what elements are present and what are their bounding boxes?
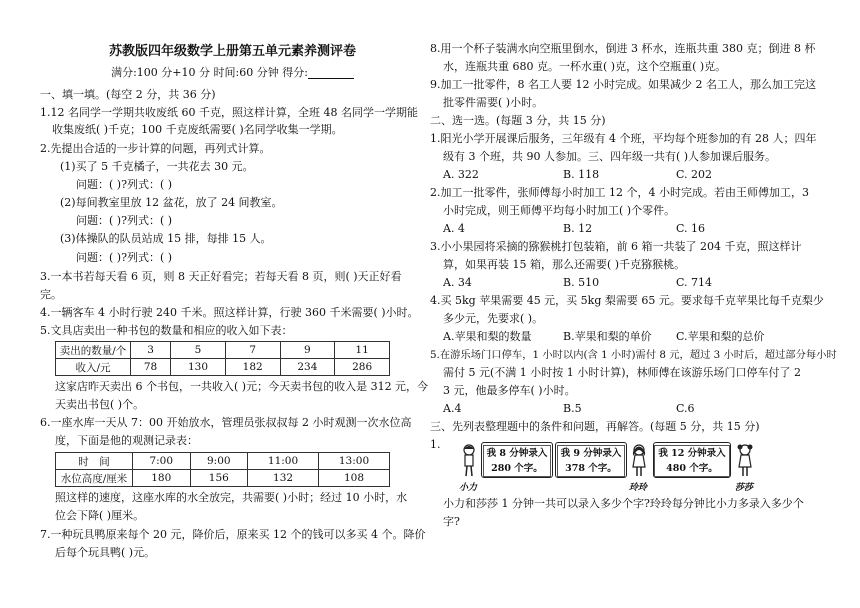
section-3-heading: 三、先列表整理题中的条件和问题，再解答。(每题 5 分，共 15 分) xyxy=(430,420,760,433)
c2-option-b[interactable]: B. 12 xyxy=(563,222,593,235)
table-cell: 5 xyxy=(171,342,226,359)
q6-line4: 位会下降( )厘米。 xyxy=(55,509,145,522)
kid-name-shasha: 莎莎 xyxy=(735,483,754,493)
bubble-line: 我 8 分钟录入 xyxy=(486,448,548,459)
bubble-line: 480 个字。 xyxy=(666,463,718,474)
table-cell: 收入/元 xyxy=(56,359,131,376)
speech-bubble-xiaoli xyxy=(481,442,553,478)
table-cell: 130 xyxy=(171,359,226,376)
q2-2-answer: 问题：( )?列式：( ) xyxy=(76,214,173,227)
c5-line3: 3 元，他最多停车( )小时。 xyxy=(443,384,576,397)
section-1-heading: 一、填一填。(每空 2 分，共 36 分) xyxy=(40,88,216,101)
table-cell: 卖出的数量/个 xyxy=(56,342,131,359)
c4-line1: 4.买 5kg 苹果需要 45 元，买 5kg 梨需要 65 元。要求每千克苹果比每千克梨少 xyxy=(430,294,824,307)
q2-1-answer: 问题：( )?列式：( ) xyxy=(76,178,173,191)
boy-xiaoli-icon xyxy=(461,444,477,478)
typing-illustration xyxy=(455,442,785,492)
table-cell: 9 xyxy=(280,342,335,359)
table-row xyxy=(56,342,390,359)
q6-line3: 照这样的速度，这座水库的水全放完，共需要( )小时；经过 10 小时，水 xyxy=(55,491,408,504)
speech-bubble-lingling xyxy=(555,442,627,478)
bubble-text xyxy=(557,445,626,477)
c1-line1: 1.阳光小学开展课后服务，三年级有 4 个班，平均每个班参加的有 28 人；四年 xyxy=(430,132,817,145)
c4-option-a[interactable]: A.苹果和梨的数量 xyxy=(443,330,532,343)
c4-option-c[interactable]: C.苹果和梨的总价 xyxy=(676,330,765,343)
table-cell: 180 xyxy=(133,470,191,487)
c2-line1: 2.加工一批零件，张师傅每小时加工 12 个，4 小时完成。若由王师傅加工，3 xyxy=(430,186,809,199)
speech-bubble-shasha xyxy=(653,442,731,478)
bubble-text xyxy=(654,445,729,477)
bubble-line: 我 9 分钟录入 xyxy=(560,448,622,459)
q6-table xyxy=(55,452,390,487)
table-cell: 3 xyxy=(131,342,171,359)
q2-1: (1)买了 5 千克橘子，一共花去 30 元。 xyxy=(60,160,254,173)
section-2-heading: 二、选一选。(每题 3 分，共 15 分) xyxy=(430,114,606,127)
q2-3: (3)体操队的队员站成 15 排，每排 15 人。 xyxy=(60,232,272,245)
q6-line2: 度，下面是他的观测记录表： xyxy=(55,434,198,447)
c5-line1: 5.在游乐场门口停车，1 小时以内(含 1 小时)需付 8 元，超过 3 小时后，超过部分每小时 xyxy=(430,349,837,361)
q9-line2: 批零件需要( )小时。 xyxy=(443,96,544,109)
table-cell: 11 xyxy=(335,342,390,359)
c5-option-c[interactable]: C.6 xyxy=(676,402,695,415)
table-cell: 182 xyxy=(225,359,280,376)
c1-line2: 级有 3 个班，共 90 人参加。三、四年级一共有( )人参加课后服务。 xyxy=(443,150,777,163)
q5-line2: 天卖出书包( )个。 xyxy=(55,398,145,411)
girl-lingling-icon xyxy=(631,444,647,478)
table-cell: 时 间 xyxy=(56,453,133,470)
c2-option-a[interactable]: A. 4 xyxy=(443,222,465,235)
q9-line1: 9.加工一批零件，8 名工人要 12 小时完成。如果减少 2 名工人，那么加工完这 xyxy=(430,78,816,91)
q6-line1: 6.一座水库一天从 7：00 开始放水，管理员张叔叔每 2 小时观测一次水位高 xyxy=(40,416,412,429)
q4: 4.一辆客车 4 小时行驶 240 千米。照这样计算，行驶 360 千米需要( )小时。 xyxy=(40,306,419,319)
kid-name-xiaoli: 小力 xyxy=(459,483,478,493)
q1-line1: 1.12 名同学一学期共收废纸 60 千克，照这样计算，全班 48 名同学一学期能 xyxy=(40,106,418,119)
c1-option-b[interactable]: B. 118 xyxy=(563,168,600,181)
girl-shasha-icon xyxy=(737,444,753,478)
table-cell: 286 xyxy=(335,359,390,376)
c5-option-a[interactable]: A.4 xyxy=(443,402,462,415)
q1-line2: 收集废纸( )千克；100 千克废纸需要( )名同学收集一学期。 xyxy=(52,123,343,136)
q3-line1: 3.一本书若每天看 6 页，则 8 天正好看完；若每天看 8 页，则( )天正好看 xyxy=(40,270,402,283)
table-cell: 11:00 xyxy=(248,453,319,470)
c1-option-c[interactable]: C. 202 xyxy=(676,168,713,181)
table-row xyxy=(56,359,390,376)
table-cell: 水位高度/厘米 xyxy=(56,470,133,487)
c4-option-b[interactable]: B.苹果和梨的单价 xyxy=(563,330,652,343)
q2-3-answer: 问题：( )?列式：( ) xyxy=(76,251,173,264)
table-cell: 78 xyxy=(131,359,171,376)
c3-option-b[interactable]: B. 510 xyxy=(563,276,600,289)
kid-name-lingling: 玲玲 xyxy=(629,483,648,493)
page-title: 苏教版四年级数学上册第五单元素养测评卷 xyxy=(108,44,356,59)
q2-stem: 2.先提出合适的一步计算的问题，再列式计算。 xyxy=(40,142,271,155)
bubble-line: 280 个字。 xyxy=(491,463,543,474)
p1-question-line1: 小力和莎莎 1 分钟一共可以录入多少个字?玲玲每分钟比小力多录入多少个 xyxy=(443,497,804,510)
table-cell: 13:00 xyxy=(319,453,390,470)
c5-option-b[interactable]: B.5 xyxy=(563,402,582,415)
c3-line1: 3.小小果园将采摘的猕猴桃打包装箱，前 6 箱一共装了 204 千克，照这样计 xyxy=(430,240,802,253)
bubble-line: 378 个字。 xyxy=(565,463,617,474)
c1-option-a[interactable]: A. 322 xyxy=(443,168,479,181)
q5-stem: 5.文具店卖出一种书包的数量和相应的收入如下表： xyxy=(40,324,293,337)
table-cell: 234 xyxy=(280,359,335,376)
c2-line2: 小时完成，则王师傅平均每小时加工( )个零件。 xyxy=(443,204,676,217)
q8-line2: 水，连瓶共重 680 克。一杯水重( )克，这个空瓶重( )克。 xyxy=(443,60,727,73)
c3-option-a[interactable]: A. 34 xyxy=(443,276,472,289)
c3-option-c[interactable]: C. 714 xyxy=(676,276,713,289)
table-row xyxy=(56,453,390,470)
table-cell: 132 xyxy=(248,470,319,487)
c2-option-c[interactable]: C. 16 xyxy=(676,222,706,235)
bubble-text xyxy=(483,445,552,477)
q5-line1: 这家店昨天卖出 6 个书包，一共收入( )元；今天卖书包的收入是 312 元，今 xyxy=(55,380,429,393)
q7-line1: 7.一种玩具鸭原来每个 20 元，降价后，原来买 12 个的钱可以多买 4 个。降价 xyxy=(40,528,426,541)
table-cell: 7:00 xyxy=(133,453,191,470)
bubble-line: 我 12 分钟录入 xyxy=(658,448,726,459)
c5-line2: 需付 5 元(不满 1 小时按 1 小时计算)，林师傅在该游乐场门口停车付了 2 xyxy=(443,366,802,379)
q8-line1: 8.用一个杯子装满水向空瓶里倒水，倒进 3 杯水，连瓶共重 380 克；倒进 8 杯 xyxy=(430,42,816,55)
table-cell: 108 xyxy=(319,470,390,487)
c4-line2: 多少元，先要求( )。 xyxy=(443,312,544,325)
table-cell: 9:00 xyxy=(190,453,248,470)
p1-question-line2: 字? xyxy=(443,515,460,528)
q3-line2: 完。 xyxy=(40,288,62,301)
table-cell: 7 xyxy=(225,342,280,359)
q2-2: (2)每间教室里放 12 盆花，放了 24 间教室。 xyxy=(60,196,283,209)
score-text: 满分:100 分+10 分 时间:60 分钟 得分: xyxy=(111,66,308,79)
table-cell: 156 xyxy=(190,470,248,487)
p1-number: 1. xyxy=(430,438,441,451)
q5-table xyxy=(55,341,390,376)
c3-line2: 算，如果再装 15 箱，那么还需要( )千克猕猴桃。 xyxy=(443,258,686,271)
score-blank[interactable] xyxy=(308,68,354,79)
table-row xyxy=(56,470,390,487)
q7-line2: 后每个玩具鸭( )元。 xyxy=(55,546,156,559)
score-line xyxy=(40,64,425,80)
